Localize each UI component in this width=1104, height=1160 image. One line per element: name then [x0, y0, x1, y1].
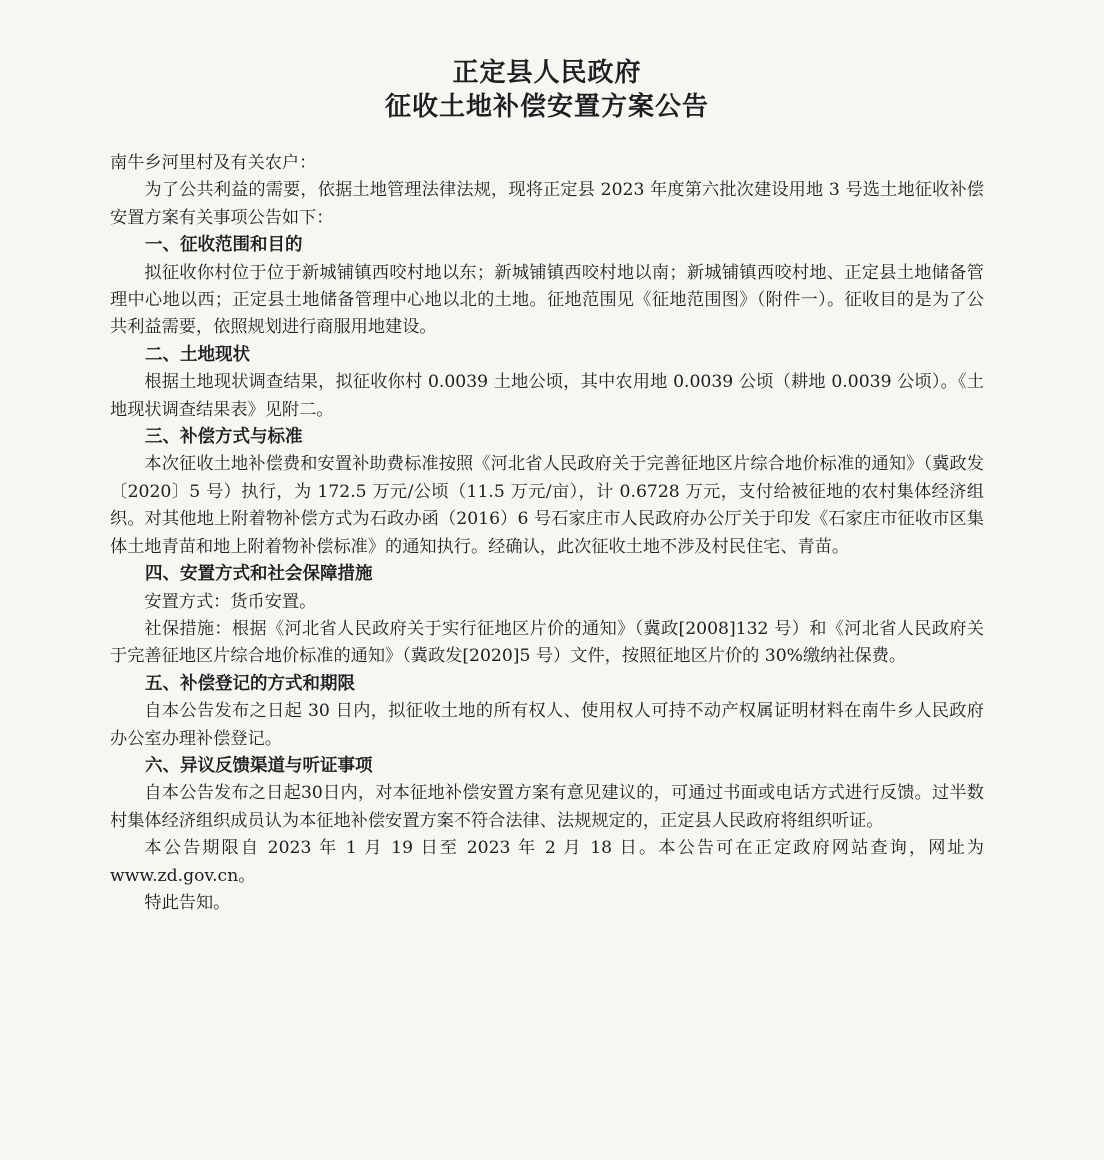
section-scope — [110, 232, 984, 342]
section-paragraph: 拟征收你村位于位于新城铺镇西咬村地以东；新城铺镇西咬村地以南；新城铺镇西咬村地、正定县土地储备管理中心地以西；正定县土地储备管理中心地以北的土地。征地范围见《征地范围图》（附件一）。征收目的是为了公共利益需要，依照规划进行商服用地建设。 — [110, 262, 984, 338]
section-compensation — [110, 424, 984, 561]
section-heading: 一、征收范围和目的 — [145, 235, 303, 256]
section-land-status — [110, 342, 984, 424]
section-heading: 三、补偿方式与标准 — [145, 427, 303, 448]
section-paragraph: 自本公告发布之日起 30 日内，拟征收土地的所有权人、使用权人可持不动产权属证明材料在南牛乡人民政府办公室办理补偿登记。 — [110, 701, 984, 749]
notice-body — [110, 150, 984, 917]
section-paragraph: 自本公告发布之日起30日内，对本征地补偿安置方案有意见建议的，可通过书面或电话方式进行反馈。过半数村集体经济组织成员认为本征地补偿安置方案不符合法律、法规规定的，正定县人民政府将组织听证。 — [110, 783, 984, 831]
section-paragraph: 安置方式：货币安置。 — [144, 591, 317, 612]
section-paragraph: 社保措施：根据《河北省人民政府关于实行征地区片价的通知》（冀政[2008]132 号）和《河北省人民政府关于完善征地区片综合地价标准的通知》（冀政发[2020]5 号）文件，按照征地区片价的 30%缴纳社保费。 — [110, 618, 984, 667]
section-heading: 五、补偿登记的方式和期限 — [145, 673, 355, 694]
salutation: 南牛乡河里村及有关农户： — [110, 153, 317, 173]
section-heading: 六、异议反馈渠道与听证事项 — [145, 755, 373, 776]
closing-period: 本公告期限自 2023 年 1 月 19 日至 2023 年 2 月 18 日。本公告可在正定政府网站查询，网址为 www.zd.gov.cn。 — [110, 838, 984, 886]
title-subject: 征收土地补偿安置方案公告 — [384, 92, 709, 122]
section-registration — [110, 671, 984, 753]
section-objection — [110, 753, 984, 835]
notice-title — [110, 56, 984, 124]
closing-sign-off: 特此告知。 — [144, 892, 231, 913]
intro-paragraph: 为了公共利益的需要，依据土地管理法律法规，现将正定县 2023 年度第六批次建设用地 3 号选土地征收补偿安置方案有关事项公告如下： — [110, 180, 984, 228]
section-resettlement — [110, 561, 984, 671]
section-paragraph: 根据土地现状调查结果，拟征收你村 0.0039 土地公顷，其中农用地 0.0039 公顷（耕地 0.0039 公顷）。《土地现状调查结果表》见附二。 — [110, 372, 984, 420]
section-heading: 四、安置方式和社会保障措施 — [145, 564, 373, 585]
title-issuer: 正定县人民政府 — [452, 58, 642, 88]
section-paragraph: 本次征收土地补偿费和安置补助费标准按照《河北省人民政府关于完善征地区片综合地价标准的通知》（冀政发〔2020〕5 号）执行，为 172.5 万元/公顷（11.5 万元/亩），计 0.6728 万元，支付给被征地的农村集体经济组织。对其他地上附着物补偿方式为石政办函（2016）6 号石家庄市人民政府办公厅关于印发《石家庄市征收市区集体土地青苗和地上附着物补偿标准》的通知执行。经确认，此次征收土地不涉及村民住宅、青苗。 — [110, 454, 984, 557]
section-heading: 二、土地现状 — [145, 344, 250, 365]
